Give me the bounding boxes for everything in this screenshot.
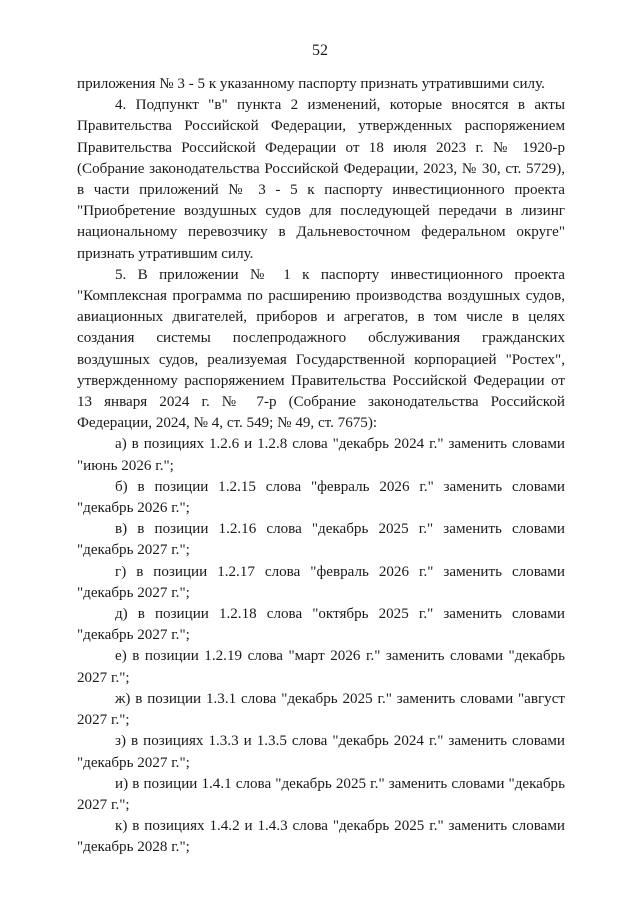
subitem-a: а) в позициях 1.2.6 и 1.2.8 слова "декабрь 2024 г." заменить словами "июнь 2026 г."; [77, 436, 565, 474]
subitem-v: в) в позиции 1.2.16 слова "декабрь 2025 г." заменить словами "декабрь 2027 г."; [77, 521, 565, 559]
page-number: 52 [312, 42, 328, 59]
subitem-e: е) в позиции 1.2.19 слова "март 2026 г." заменить словами "декабрь 2027 г."; [77, 648, 565, 686]
subitem-k: к) в позициях 1.4.2 и 1.4.3 слова "декабрь 2025 г." заменить словами "декабрь 2028 г."; [77, 818, 565, 856]
subitem-zh: ж) в позиции 1.3.1 слова "декабрь 2025 г." заменить словами "август 2027 г."; [77, 690, 565, 729]
subitem-z: з) в позициях 1.3.3 и 1.3.5 слова "декабрь 2024 г." заменить словами "декабрь 2027 г."; [77, 733, 565, 771]
document-body [77, 74, 565, 859]
subitem-b: б) в позиции 1.2.15 слова "февраль 2026 г." заменить словами "декабрь 2026 г."; [77, 478, 565, 517]
paragraph-item-4: 4. Подпункт "в" пункта 2 изменений, которые вносятся в акты Правительства Российской Федерации, утвержденных распоряжением Правительства Российской Федерации от 18 июля 2023 г. № 1920-р (Собрание законодательства Российской Федерации, 2023, № 30, ст. 5729), в части приложений № 3 - 5 к паспорту инвестиционного проекта "Приобретение воздушных судов для последующей передачи в лизинг национальному перевозчику в Дальневосточном федеральном округе" признать утратившим силу. [77, 97, 565, 262]
paragraph-item-5: 5. В приложении № 1 к паспорту инвестиционного проекта "Комплексная программа по расширению производства воздушных судов, авиационных двигателей, приборов и агрегатов, в том числе в целях создания системы послепродажного обслуживания гражданских воздушных судов, реализуемая Государственной корпорацией "Ростех", утвержденному распоряжением Правительства Российской Федерации от 13 января 2024 г. № 7-р (Собрание законодательства Российской Федерации, 2024, № 4, ст. 549; № 49, ст. 7675): [77, 266, 565, 432]
paragraph-continuation: приложения № 3 - 5 к указанному паспорту признать утратившими силу. [77, 76, 545, 92]
subitem-g: г) в позиции 1.2.17 слова "февраль 2026 г." заменить словами "декабрь 2027 г."; [77, 563, 565, 601]
subitem-i: и) в позиции 1.4.1 слова "декабрь 2025 г." заменить словами "декабрь 2027 г."; [77, 775, 565, 813]
subitem-d: д) в позиции 1.2.18 слова "октябрь 2025 г." заменить словами "декабрь 2027 г."; [77, 606, 565, 644]
